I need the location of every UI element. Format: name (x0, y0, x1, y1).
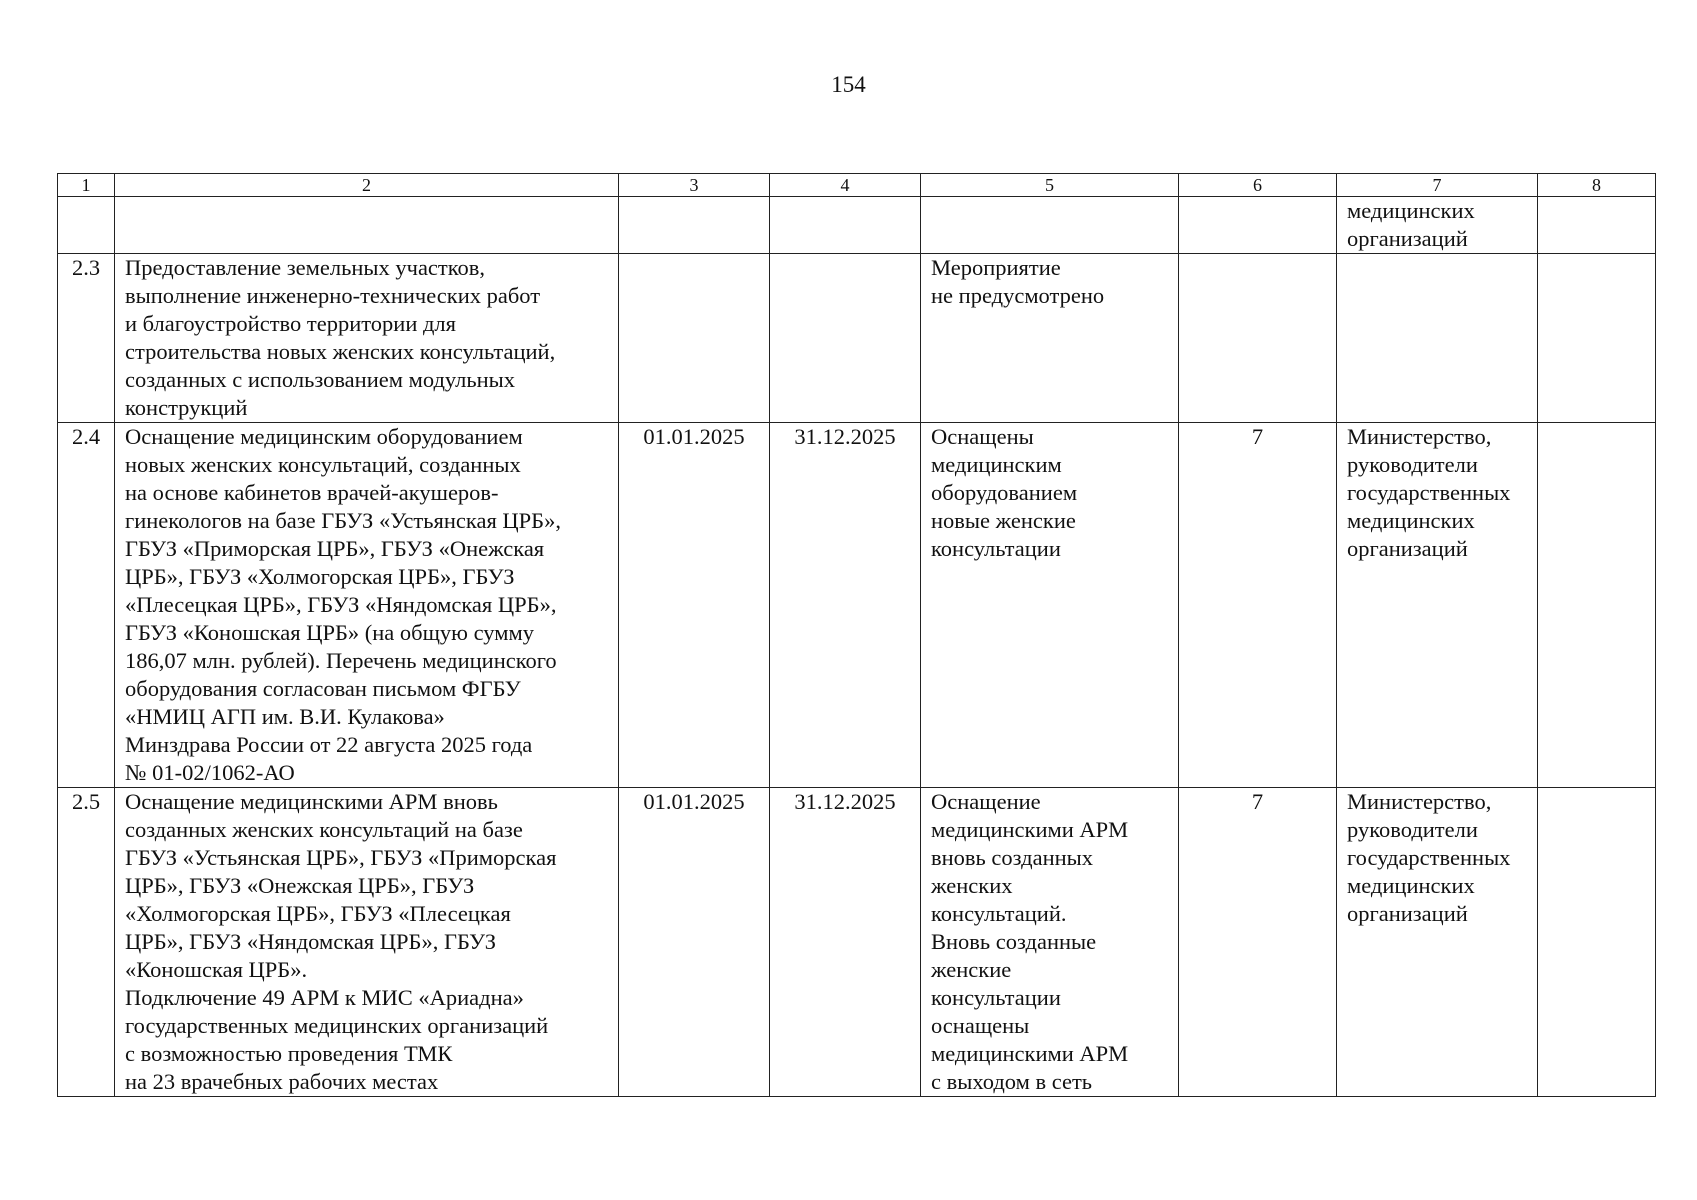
row-result (921, 197, 1179, 254)
row-number: 2.4 (58, 423, 115, 788)
row-indicator: 7 (1179, 788, 1337, 1097)
header-cell: 8 (1538, 174, 1656, 197)
header-cell: 6 (1179, 174, 1337, 197)
row-start-date (619, 197, 770, 254)
table-row (58, 788, 1656, 1097)
events-table (57, 173, 1656, 1097)
row-description: Предоставление земельных участков, выполнение инженерно-технических работ и благоустройство территории для строительства новых женских консультаций, созданных с использованием модульных конструкций (115, 254, 619, 423)
row-end-date (770, 254, 921, 423)
row-result: Оснащены медицинским оборудованием новые женские консультации (921, 423, 1179, 788)
page-number: 154 (831, 72, 866, 97)
row-responsible (1337, 254, 1538, 423)
table-row (58, 254, 1656, 423)
table-header-row (58, 174, 1656, 197)
row-note (1538, 788, 1656, 1097)
header-cell: 4 (770, 174, 921, 197)
row-number (58, 197, 115, 254)
row-start-date (619, 254, 770, 423)
table-row (58, 197, 1656, 254)
row-note (1538, 197, 1656, 254)
header-cell: 3 (619, 174, 770, 197)
header-cell: 5 (921, 174, 1179, 197)
row-start-date: 01.01.2025 (619, 423, 770, 788)
row-responsible: медицинских организаций (1337, 197, 1538, 254)
row-description: Оснащение медицинскими АРМ вновь созданных женских консультаций на базе ГБУЗ «Устьянская ЦРБ», ГБУЗ «Приморская ЦРБ», ГБУЗ «Онежская ЦРБ», ГБУЗ «Холмогорская ЦРБ», ГБУЗ «Плесецкая ЦРБ», ГБУЗ «Няндомская ЦРБ», ГБУЗ «Коношская ЦРБ». Подключение 49 АРМ к МИС «Ариадна» государственных медицинских организаций с возможностью проведения ТМК на 23 врачебных рабочих местах (115, 788, 619, 1097)
row-result: Мероприятие не предусмотрено (921, 254, 1179, 423)
row-indicator: 7 (1179, 423, 1337, 788)
row-number: 2.5 (58, 788, 115, 1097)
row-end-date: 31.12.2025 (770, 423, 921, 788)
row-note (1538, 254, 1656, 423)
header-cell: 2 (115, 174, 619, 197)
row-start-date: 01.01.2025 (619, 788, 770, 1097)
header-cell: 7 (1337, 174, 1538, 197)
row-end-date: 31.12.2025 (770, 788, 921, 1097)
row-end-date (770, 197, 921, 254)
row-description (115, 197, 619, 254)
row-indicator (1179, 197, 1337, 254)
row-responsible: Министерство, руководители государственных медицинских организаций (1337, 423, 1538, 788)
row-note (1538, 423, 1656, 788)
row-result: Оснащение медицинскими АРМ вновь созданных женских консультаций. Вновь созданные женские консультации оснащены медицинскими АРМ с выходом в сеть (921, 788, 1179, 1097)
row-indicator (1179, 254, 1337, 423)
header-cell: 1 (58, 174, 115, 197)
row-description: Оснащение медицинским оборудованием новых женских консультаций, созданных на основе кабинетов врачей-акушеров- гинекологов на базе ГБУЗ «Устьянская ЦРБ», ГБУЗ «Приморская ЦРБ», ГБУЗ «Онежская ЦРБ», ГБУЗ «Холмогорская ЦРБ», ГБУЗ «Плесецкая ЦРБ», ГБУЗ «Няндомская ЦРБ», ГБУЗ «Коношская ЦРБ» (на общую сумму 186,07 млн. рублей). Перечень медицинского оборудования согласован письмом ФГБУ «НМИЦ АГП им. В.И. Кулакова» Минздрава России от 22 августа 2025 года № 01-02/1062-АО (115, 423, 619, 788)
row-responsible: Министерство, руководители государственных медицинских организаций (1337, 788, 1538, 1097)
row-number: 2.3 (58, 254, 115, 423)
table-row (58, 423, 1656, 788)
